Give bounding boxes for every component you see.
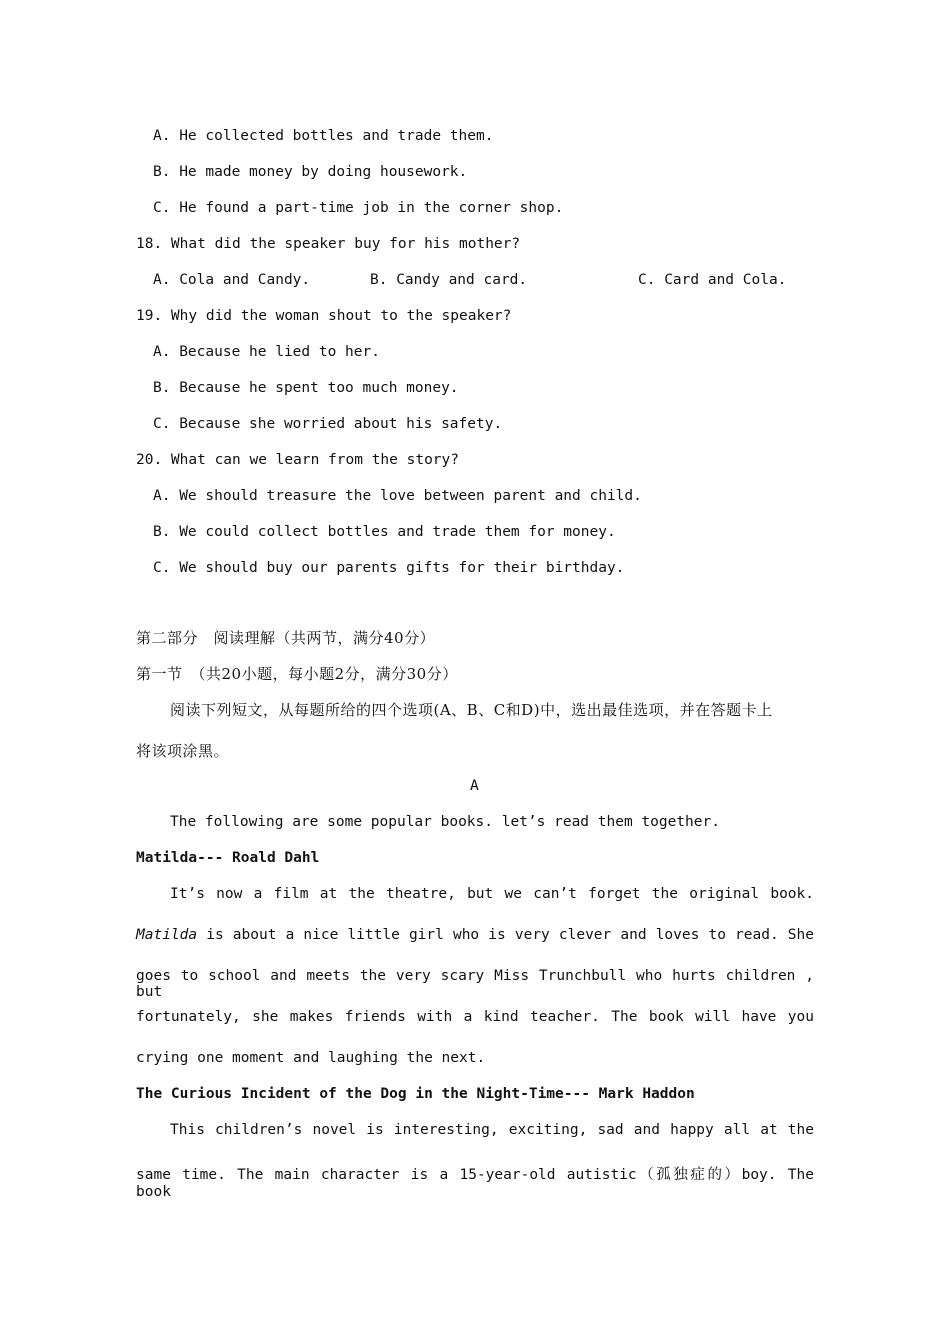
q18-option-a: A. Cola and Candy.	[153, 272, 311, 288]
book1-line-3: goes to school and meets the very scary Miss Trunchbull who hurts children , but	[136, 968, 814, 1000]
q18-option-c: C. Card and Cola.	[638, 272, 787, 288]
book1-line-1: It’s now a film at the theatre, but we can’t forget the original book.	[170, 886, 814, 902]
q19-stem: 19. Why did the woman shout to the speaker?	[136, 308, 512, 324]
book1-line-5: crying one moment and laughing the next.	[136, 1050, 486, 1066]
q19-option-c: C. Because she worried about his safety.	[153, 416, 503, 432]
q19-option-a: A. Because he lied to her.	[153, 344, 380, 360]
book1-line-4: fortunately, she makes friends with a kind teacher. The book will have you	[136, 1009, 814, 1025]
q18-stem: 18. What did the speaker buy for his mother?	[136, 236, 521, 252]
instructions-line-2: 将该项涂黑。	[136, 742, 230, 760]
section-title: 第二部分 阅读理解（共两节，满分40分）	[136, 629, 436, 647]
q20-stem: 20. What can we learn from the story?	[136, 452, 460, 468]
q17-option-c: C. He found a part-time job in the corner shop.	[153, 200, 564, 216]
section-subtitle: 第一节 （共20小题，每小题2分，满分30分）	[136, 665, 458, 683]
book1-line-2	[136, 927, 814, 943]
passage-intro: The following are some popular books. let’s read them together.	[170, 814, 720, 830]
q18-option-b: B. Candy and card.	[370, 272, 528, 288]
book1-line-2-text: is about a nice little girl who is very clever and loves to read. She	[197, 927, 814, 943]
q20-option-a: A. We should treasure the love between parent and child.	[153, 488, 642, 504]
q17-option-b: B. He made money by doing housework.	[153, 164, 468, 180]
instructions-line-1: 阅读下列短文，从每题所给的四个选项(A、B、C和D)中，选出最佳选项，并在答题卡上	[170, 701, 773, 719]
book1-title: Matilda--- Roald Dahl	[136, 850, 320, 866]
passage-label: A	[470, 778, 479, 794]
q19-option-b: B. Because he spent too much money.	[153, 380, 459, 396]
book2-line-2: same time. The main character is a 15-year-old autistic（孤独症的）boy. The book	[136, 1167, 814, 1200]
q20-option-c: C. We should buy our parents gifts for their birthday.	[153, 560, 625, 576]
book1-italic-title: Matilda	[136, 927, 198, 943]
q17-option-a: A. He collected bottles and trade them.	[153, 128, 494, 144]
book2-title: The Curious Incident of the Dog in the Night-Time--- Mark Haddon	[136, 1086, 695, 1102]
q20-option-b: B. We could collect bottles and trade them for money.	[153, 524, 616, 540]
book2-line-1: This children’s novel is interesting, exciting, sad and happy all at the	[170, 1122, 814, 1138]
